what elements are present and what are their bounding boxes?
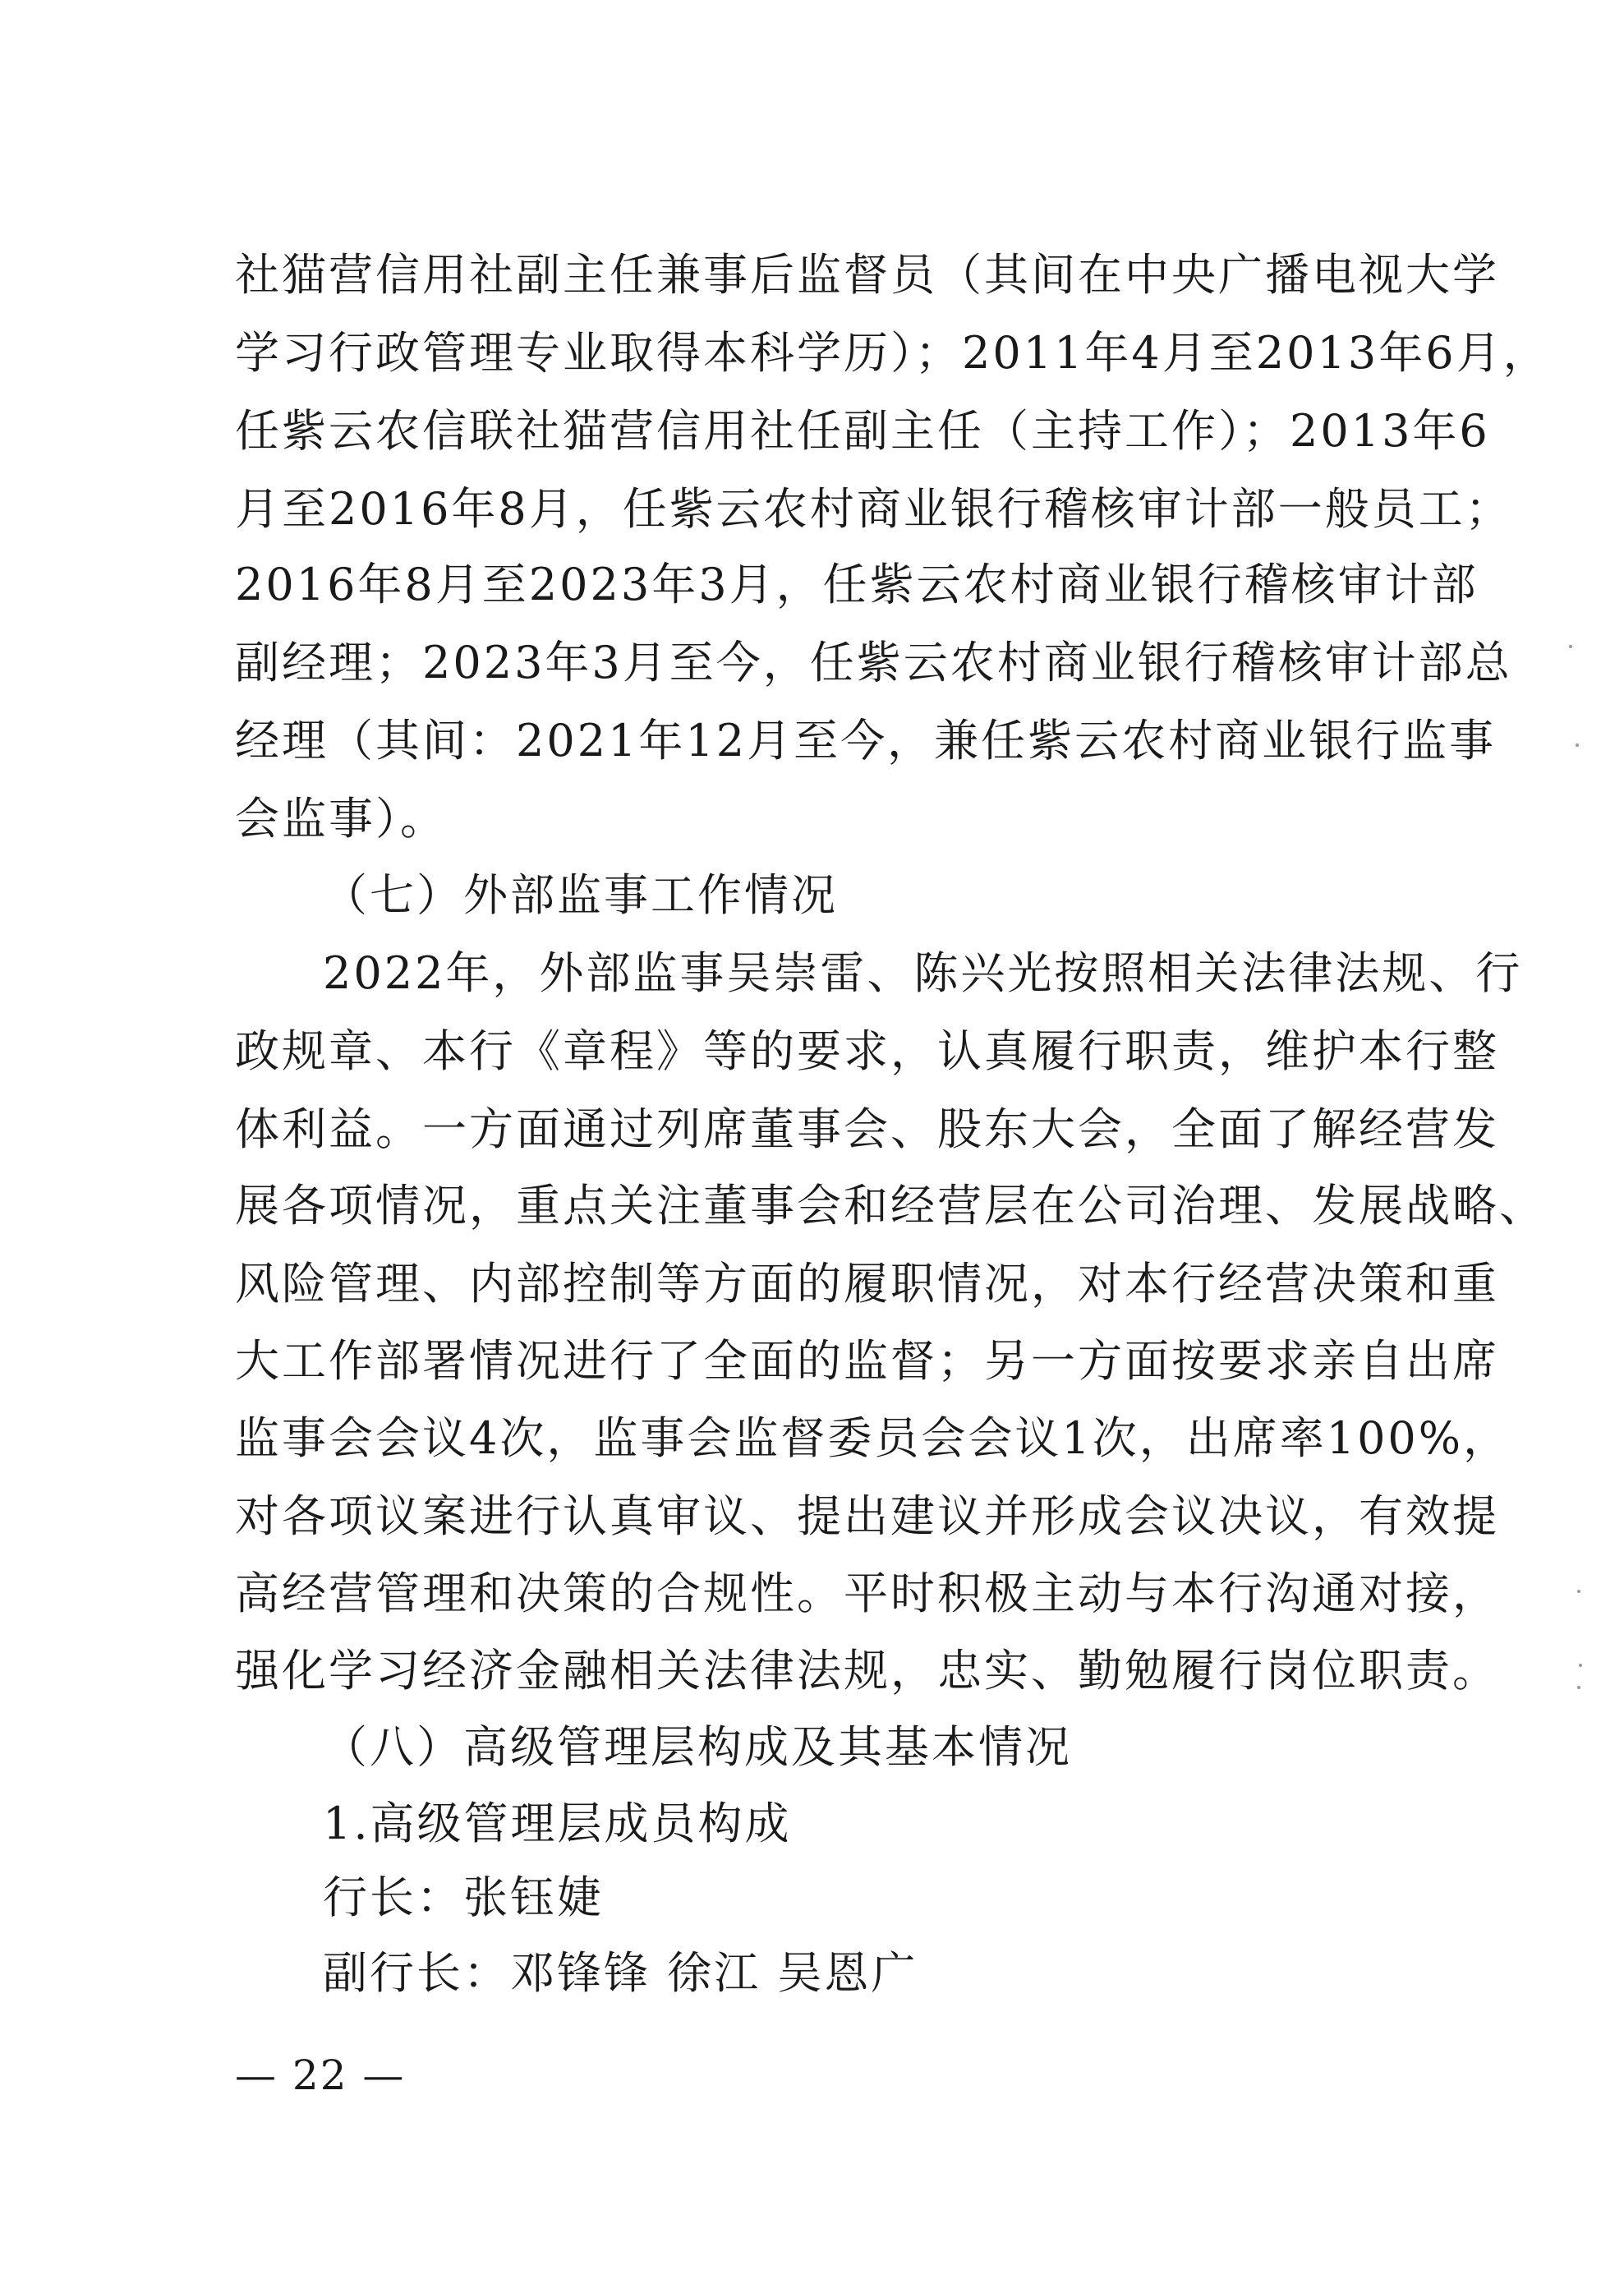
section-heading: （八）高级管理层构成及其基本情况 [323, 1721, 1072, 1773]
paragraph-line: 风险管理、内部控制等方面的履职情况，对本行经营决策和重 [235, 1258, 1499, 1310]
paragraph-line: 任紫云农信联社猫营信用社任副主任（主持工作）；2013年6 [235, 405, 1490, 457]
scan-speck [1579, 1664, 1582, 1667]
paragraph-line: 对各项议案进行认真审议、提出建议并形成会议决议，有效提 [235, 1490, 1499, 1542]
paragraph-line: 监事会会议4次，监事会监督委员会会议1次，出席率100%， [235, 1412, 1511, 1464]
paragraph-line: 高经营管理和决策的合规性。平时积极主动与本行沟通对接， [235, 1568, 1499, 1619]
paragraph-line: 社猫营信用社副主任兼事后监督员（其间在中央广播电视大学 [235, 249, 1499, 301]
paragraph-line: 2016年8月至2023年3月，任紫云农村商业银行稽核审计部 [235, 559, 1479, 610]
scan-speck [1576, 744, 1579, 747]
paragraph-line: 副经理；2023年3月至今，任紫云农村商业银行稽核审计部总 [235, 637, 1512, 688]
paragraph-line: 学习行政管理专业取得本科学历）；2011年4月至2013年6月， [235, 327, 1550, 379]
paragraph-line: 大工作部署情况进行了全面的监督；另一方面按要求亲自出席 [235, 1335, 1499, 1387]
paragraph-line: 政规章、本行《章程》等的要求，认真履行职责，维护本行整 [235, 1025, 1499, 1077]
page-number: — 22 — [235, 2051, 406, 2099]
paragraph-line: 经理（其间：2021年12月至今，兼任紫云农村商业银行监事 [235, 715, 1497, 767]
paragraph-line: 2022年，外部监事吴崇雷、陈兴光按照相关法律法规、行 [323, 947, 1523, 999]
paragraph-line: 体利益。一方面通过列席董事会、股东大会，全面了解经营发 [235, 1103, 1499, 1155]
subsection-heading: 1.高级管理层成员构成 [323, 1798, 792, 1849]
scan-speck [1569, 645, 1572, 648]
scan-speck [1577, 1590, 1580, 1593]
paragraph-line: 会监事）。 [235, 793, 447, 845]
scan-speck [1577, 1686, 1580, 1689]
section-heading: （七）外部监事工作情况 [323, 869, 838, 921]
president-line: 行长：张钰婕 [323, 1872, 604, 1923]
paragraph-line: 展各项情况，重点关注董事会和经营层在公司治理、发展战略、 [235, 1180, 1546, 1232]
paragraph-line: 强化学习经济金融相关法律法规，忠实、勤勉履行岗位职责。 [235, 1645, 1499, 1697]
vice-presidents-line: 副行长：邓锋锋 徐江 吴恩广 [323, 1947, 918, 1999]
paragraph-line: 月至2016年8月，任紫云农村商业银行稽核审计部一般员工； [235, 483, 1512, 535]
